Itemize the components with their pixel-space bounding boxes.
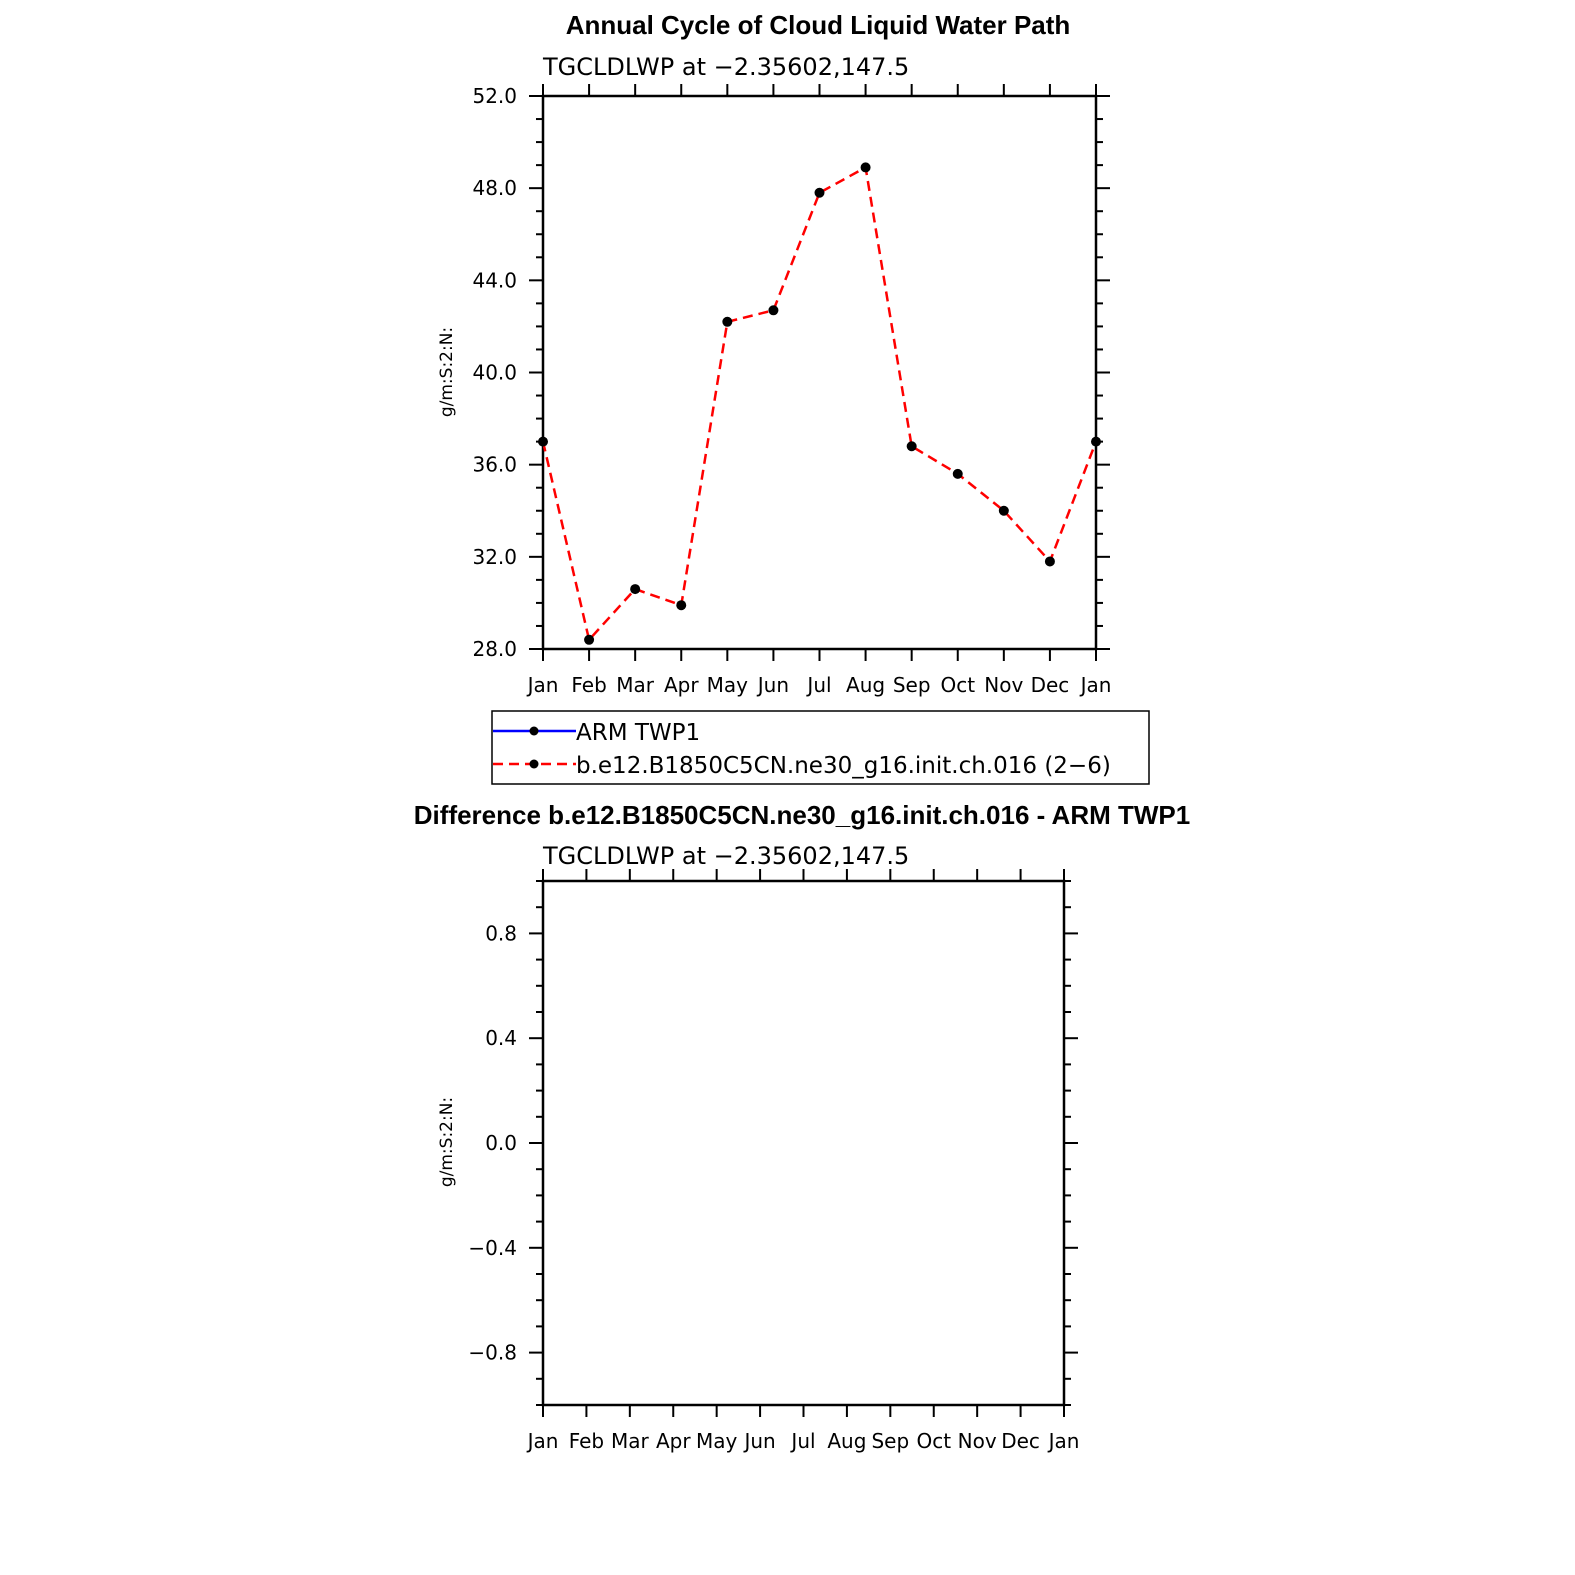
top-chart-xtick-label: Jan — [1080, 673, 1112, 697]
top-chart-series-point-2 — [861, 162, 871, 172]
legend-marker-series-1 — [530, 727, 539, 736]
bottom-chart-subtitle: TGCLDLWP at −2.35602,147.5 — [543, 842, 910, 870]
top-chart-ytick-label: 28.0 — [472, 637, 517, 661]
top-chart-title: Annual Cycle of Cloud Liquid Water Path — [565, 10, 1071, 40]
top-chart-ytick-label: 48.0 — [472, 176, 517, 201]
bottom-chart-ytick-label: −0.4 — [468, 1235, 517, 1260]
bottom-chart-ytick-label: 0.8 — [485, 921, 517, 946]
bottom-chart-xtick-label: Sep — [871, 1429, 910, 1453]
bottom-chart-ytick-label: 0.0 — [485, 1131, 517, 1155]
top-chart-xtick-label: Dec — [1030, 673, 1070, 697]
top-chart-ytick-label: 40.0 — [472, 360, 517, 385]
top-chart-xtick-label: Feb — [571, 673, 607, 697]
top-chart-series-point-2 — [1045, 556, 1055, 566]
top-chart-xtick-label: Mar — [616, 673, 655, 697]
top-chart-plot — [472, 84, 1111, 697]
top-chart-series-point-2 — [768, 305, 778, 315]
top-chart-xtick-label: Jan — [527, 673, 559, 697]
legend — [492, 711, 1149, 784]
bottom-chart-xtick-label: Feb — [568, 1429, 605, 1453]
top-chart-series-point-2 — [722, 317, 732, 327]
bottom-chart-xtick-label: Jan — [527, 1429, 559, 1453]
bottom-chart-xtick-label: Mar — [610, 1429, 649, 1453]
top-chart-xtick-label: Aug — [846, 673, 886, 697]
bottom-chart-xtick-label: Jun — [744, 1429, 776, 1453]
top-chart-subtitle: TGCLDLWP at −2.35602,147.5 — [543, 53, 910, 81]
top-chart-series-point-2 — [953, 469, 963, 479]
top-chart-series-point-2 — [584, 635, 594, 645]
top-chart-series-point-2 — [538, 437, 548, 447]
top-chart-series-point-2 — [630, 584, 640, 594]
bottom-chart-ylabel: g/m:S:2:N: — [437, 1096, 457, 1188]
top-chart-ytick-label: 52.0 — [472, 84, 517, 108]
bottom-chart-xtick-label: Jul — [791, 1429, 816, 1453]
legend-marker-series-2 — [530, 760, 539, 769]
top-chart-series-point-2 — [815, 188, 825, 198]
top-chart-series-point-2 — [907, 441, 917, 451]
top-chart-series-line-2 — [543, 167, 1096, 639]
top-chart-ytick-label: 32.0 — [472, 544, 517, 569]
top-chart-xtick-label: May — [706, 673, 749, 697]
bottom-chart-xtick-label: Aug — [827, 1429, 867, 1453]
bottom-chart-xtick-label: Dec — [1001, 1429, 1040, 1453]
top-chart-xtick-label: Apr — [663, 673, 699, 697]
legend-label-series-1: ARM TWP1 — [576, 720, 701, 746]
bottom-chart-xtick-label: May — [695, 1429, 738, 1453]
top-chart-series-point-2 — [999, 506, 1009, 516]
bottom-chart-ytick-label: 0.4 — [485, 1026, 517, 1051]
top-chart-series-point-2 — [676, 600, 686, 610]
bottom-chart-plot — [468, 869, 1079, 1453]
bottom-chart-xtick-label: Jan — [1048, 1429, 1080, 1453]
bottom-chart-xtick-label: Apr — [655, 1429, 691, 1453]
top-chart-ytick-label: 44.0 — [472, 268, 517, 293]
top-chart-xtick-label: Jun — [757, 673, 790, 697]
top-chart-xtick-label: Jul — [807, 673, 832, 697]
top-chart-ytick-label: 36.0 — [472, 452, 517, 477]
bottom-chart-frame — [543, 881, 1064, 1405]
top-chart-ylabel: g/m:S:2:N: — [437, 326, 457, 418]
top-chart-xtick-label: Nov — [984, 673, 1024, 697]
legend-label-series-2: b.e12.B1850C5CN.ne30_g16.init.ch.016 (2−6) — [576, 753, 1111, 779]
top-chart-xtick-label: Sep — [892, 673, 931, 697]
top-chart-frame — [543, 96, 1096, 649]
bottom-chart-xtick-label: Nov — [957, 1429, 997, 1453]
bottom-chart-ytick-label: −0.8 — [468, 1340, 517, 1365]
bottom-chart-xtick-label: Oct — [916, 1429, 952, 1453]
top-chart-xtick-label: Oct — [940, 673, 976, 697]
bottom-chart-title: Difference b.e12.B1850C5CN.ne30_g16.init.ch.016 - ARM TWP1 — [413, 800, 1191, 830]
top-chart-series-point-2 — [1091, 437, 1101, 447]
